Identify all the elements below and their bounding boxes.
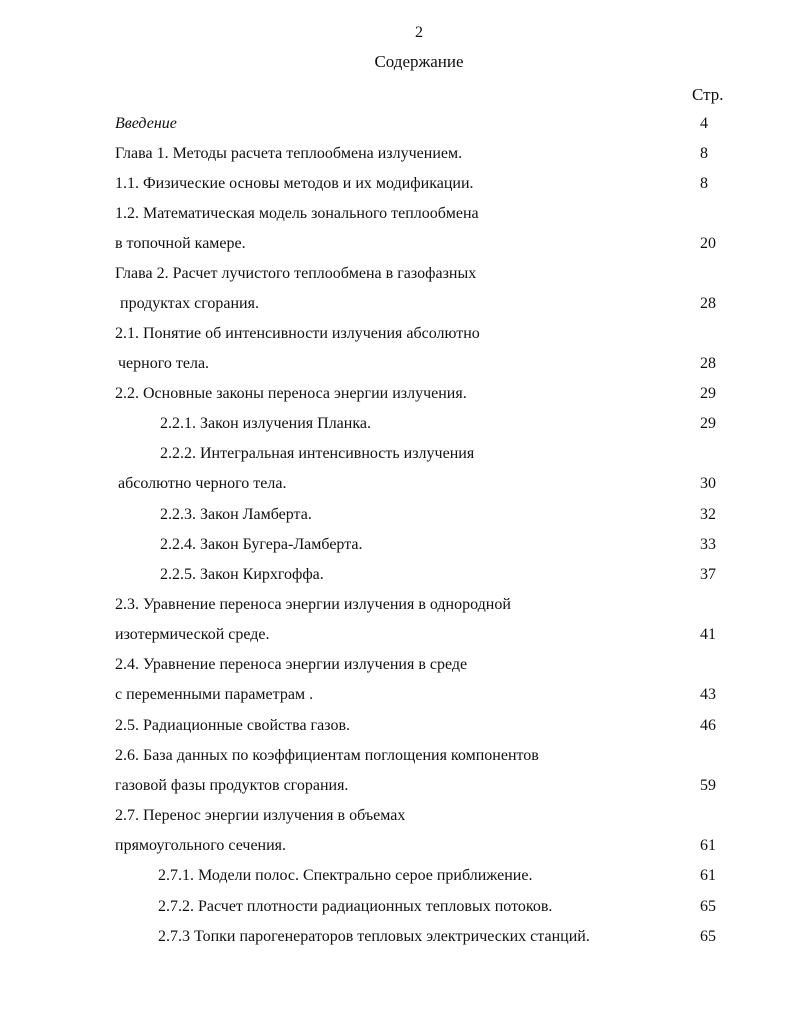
page-number: 2 — [415, 24, 423, 41]
toc-subentry: 2.7.3 Топки парогенераторов тепловых электрических станций. — [158, 928, 590, 945]
toc-subentry: 2.2.2. Интегральная интенсивность излучения — [160, 445, 475, 462]
toc-entry: 2.1. Понятие об интенсивности излучения абсолютно — [115, 325, 480, 342]
toc-page-number: 37 — [700, 566, 716, 583]
toc-page-number: 29 — [700, 415, 716, 432]
toc-page-number: 65 — [700, 898, 716, 915]
toc-entry: 2.7. Перенос энергии излучения в объемах — [115, 807, 406, 824]
toc-page-number: 41 — [700, 626, 716, 643]
toc-page-number: 33 — [700, 536, 716, 553]
toc-entry-continuation: с переменными параметрам . — [115, 686, 314, 703]
toc-entry: 2.4. Уравнение переноса энергии излучения в среде — [115, 656, 468, 673]
toc-page-number: 8 — [700, 145, 708, 162]
toc-entry: 2.6. База данных по коэффициентам поглощения компонентов — [115, 747, 539, 764]
toc-entry: Глава 1. Методы расчета теплообмена излучением. — [115, 145, 463, 162]
toc-subentry: 2.2.1. Закон излучения Планка. — [160, 415, 371, 432]
toc-entry-continuation: абсолютно черного тела. — [118, 475, 287, 492]
toc-subentry: 2.2.4. Закон Бугера-Ламберта. — [160, 536, 363, 553]
toc-page-number: 59 — [700, 777, 716, 794]
toc-entry-continuation: черного тела. — [118, 355, 210, 372]
toc-page-number: 28 — [700, 295, 716, 312]
toc-page-number: 28 — [700, 355, 716, 372]
toc-subentry: 2.7.2. Расчет плотности радиационных тепловых потоков. — [158, 898, 553, 915]
toc-page-number: 65 — [700, 928, 716, 945]
toc-entry-continuation: газовой фазы продуктов сгорания. — [115, 777, 349, 794]
toc-entry-continuation: прямоугольного сечения. — [115, 837, 287, 854]
toc-title: Содержание — [374, 52, 464, 71]
toc-entry-continuation: продуктах сгорания. — [120, 295, 259, 312]
toc-entry-continuation: изотермической среде. — [115, 626, 270, 643]
toc-page-number: 8 — [700, 175, 708, 192]
toc-subentry: 2.2.5. Закон Кирхгоффа. — [160, 566, 324, 583]
toc-page-number: 29 — [700, 385, 716, 402]
toc-page-number: 46 — [700, 717, 716, 734]
toc-entry: 2.2. Основные законы переноса энергии излучения. — [115, 385, 467, 402]
toc-entry: 2.3. Уравнение переноса энергии излучения в однородной — [115, 596, 511, 613]
toc-entry: 1.2. Математическая модель зонального теплообмена — [115, 205, 479, 222]
toc-entry-continuation: в топочной камере. — [115, 235, 246, 252]
toc-entry: 2.5. Радиационные свойства газов. — [115, 717, 350, 734]
toc-page-number: 61 — [700, 867, 716, 884]
toc-page-number: 43 — [700, 686, 716, 703]
toc-subentry: 2.2.3. Закон Ламберта. — [160, 506, 312, 523]
toc-page-number: 61 — [700, 837, 716, 854]
toc-entry: Глава 2. Расчет лучистого теплообмена в газофазных — [115, 265, 477, 282]
toc-page-number: 20 — [700, 235, 716, 252]
toc-subentry: 2.7.1. Модели полос. Спектрально серое приближение. — [158, 867, 533, 884]
toc-entry: 1.1. Физические основы методов и их модификации. — [115, 175, 474, 192]
toc-page-number: 4 — [700, 115, 708, 132]
page-column-label: Стр. — [692, 85, 724, 104]
toc-entry-introduction: Введение — [115, 115, 177, 132]
toc-page-number: 30 — [700, 475, 716, 492]
toc-page-number: 32 — [700, 506, 716, 523]
